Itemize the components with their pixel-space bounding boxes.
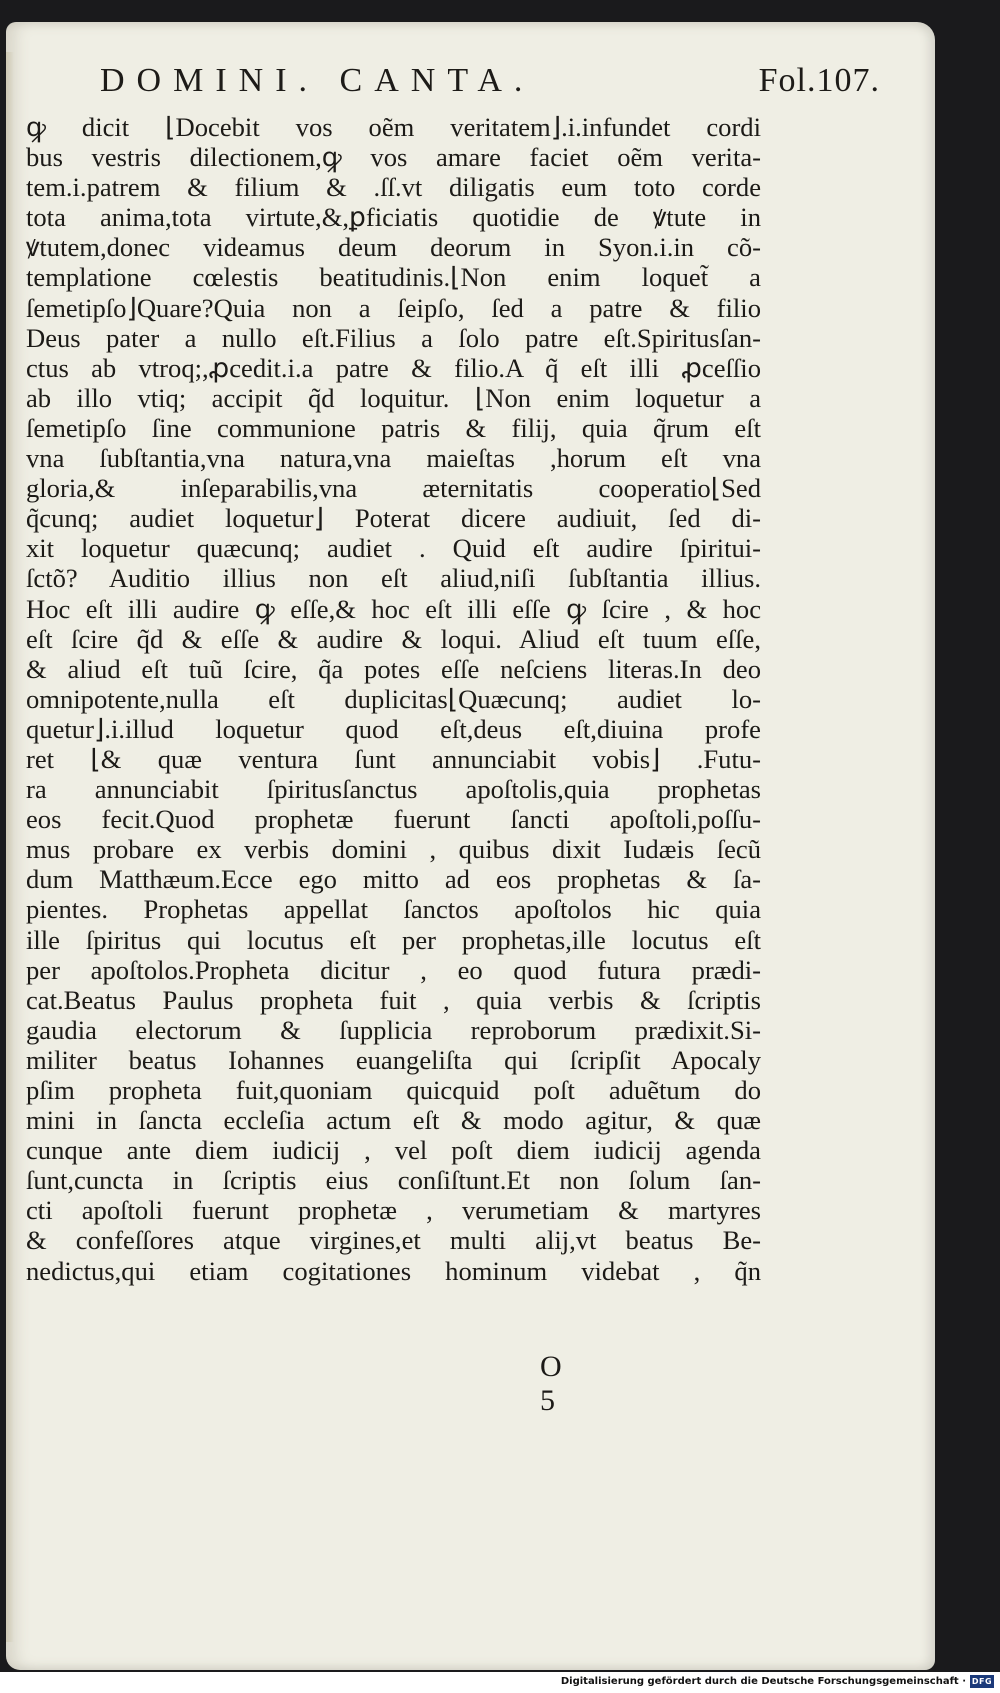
text-line: & confeſſores atque virgines,et multi alij,vt beatus Be- [26, 1225, 761, 1256]
running-head-title: DOMINI. CANTA. [100, 62, 535, 99]
text-line: bus vestris dilectionem,ꝙ vos amare faciet oẽm verita- [26, 142, 761, 173]
text-line: ꝟtutem,donec videamus deum deorum in Syon.i.in cõ- [26, 232, 761, 263]
text-line: Hoc eſt illi audire ꝙ eſſe,& hoc eſt illi eſſe ꝙ ſcire , & hoc [26, 593, 761, 624]
text-line: ſunt,cuncta in ſcriptis eius conſiſtunt.Et non ſolum ſan- [26, 1165, 761, 1196]
text-line: mini in ſancta eccleſia actum eſt & modo agitur, & quæ [26, 1105, 761, 1136]
text-line: ſemetipſo ſine communione patris & filij, quia q̃rum eſt [26, 412, 761, 443]
text-line: ra annunciabit ſpiritusſanctus apoſtolis,quia prophetas [26, 774, 761, 805]
text-line: xit loquetur quæcunq; audiet . Quid eſt audire ſpiritui- [26, 533, 761, 564]
dfg-logo-icon: DFG [971, 1677, 993, 1686]
text-line: eos fecit.Quod prophetæ fuerunt ſancti apoſtoli,poſſu- [26, 804, 761, 835]
page-gutter-shadow [6, 52, 14, 1642]
text-line: nedictus,qui etiam cogitationes hominum videbat , q̃n [26, 1255, 761, 1286]
text-line: militer beatus Iohannes euangeliſta qui ſcripſit Apocaly [26, 1044, 761, 1075]
text-line: tem.i.patrem & filium & .ſſ.vt diligatis eum toto corde [26, 172, 761, 203]
text-line: ab illo vtiq; accipit q̃d loquitur. ⌊Non enim loquetur a [26, 382, 761, 413]
text-line: pientes. Prophetas appellat ſanctos apoſtolos hic quia [26, 894, 761, 925]
text-line: gloria,& inſeparabilis,vna æternitatis cooperatio⌊Sed [26, 473, 761, 504]
text-line: ſctõ? Auditio illius non eſt aliud,niſi ſubſtantia illius. [26, 563, 761, 594]
text-line: ctus ab vtroq;,ꝓcedit.i.a patre & filio.A q̃ eſt illi ꝓceſſio [26, 352, 761, 383]
text-line: tota anima,tota virtute,&,ꝑficiatis quotidie de ꝟtute in [26, 202, 761, 233]
funding-credit: Digitalisierung gefördert durch die Deutsche Forschungsgemeinschaft · [560, 1676, 966, 1687]
text-line: ille ſpiritus qui locutus eſt per prophetas,ille locutus eſt [26, 924, 761, 955]
text-line: & aliud eſt tuũ ſcire, q̃a potes eſſe neſciens literas.In deo [26, 653, 761, 684]
text-line: ſemetipſo⌋Quare?Quia non a ſeipſo, ſed a patre & filio [26, 292, 761, 323]
text-line: cat.Beatus Paulus propheta fuit , quia verbis & ſcriptis [26, 984, 761, 1015]
text-line: quetur⌋.i.illud loquetur quod eſt,deus eſt,diuina profe [26, 713, 761, 744]
text-line: templatione cœlestis beatitudinis.⌊Non enim loquet̃ a [26, 262, 761, 293]
text-line: eſt ſcire q̃d & eſſe & audire & loqui. Aliud eſt tuum eſſe, [26, 623, 761, 654]
text-line: gaudia electorum & ſupplicia reproborum prædixit.Si- [26, 1014, 761, 1045]
text-line: omnipotente,nulla eſt duplicitas⌊Quæcunq; audiet lo- [26, 683, 761, 714]
text-line: mus probare ex verbis domini , quibus dixit Iudæis ſecũ [26, 834, 761, 865]
running-head [100, 62, 880, 112]
folio-number: Fol.107. [758, 62, 880, 99]
text-line: per apoſtolos.Propheta dicitur , eo quod futura prædi- [26, 954, 761, 985]
text-line: cti apoſtoli fuerunt prophetæ , verumetiam & martyres [26, 1195, 761, 1226]
text-line: ret ⌊& quæ ventura ſunt annunciabit vobis⌋ .Futu- [26, 743, 761, 774]
text-line: ꝙ dicit ⌊Docebit vos oẽm veritatem⌋.i.infundet cordi [26, 112, 761, 142]
text-line: dum Matthæum.Ecce ego mitto ad eos prophetas & ſa- [26, 864, 761, 895]
signature-mark: O 5 [540, 1350, 592, 1417]
text-line: pſim propheta fuit,quoniam quicquid poſt aduẽtum do [26, 1075, 761, 1105]
text-line: vna ſubſtantia,vna natura,vna maieſtas ,horum eſt vna [26, 443, 761, 474]
text-line: q̃cunq; audiet loquetur⌋ Poterat dicere audiuit, ſed di- [26, 503, 761, 534]
body-text [26, 112, 761, 1286]
text-line: Deus pater a nullo eſt.Filius a ſolo patre eſt.Spiritusſan- [26, 322, 761, 353]
text-line: cunque ante diem iudicij , vel poſt diem iudicij agenda [26, 1135, 761, 1166]
